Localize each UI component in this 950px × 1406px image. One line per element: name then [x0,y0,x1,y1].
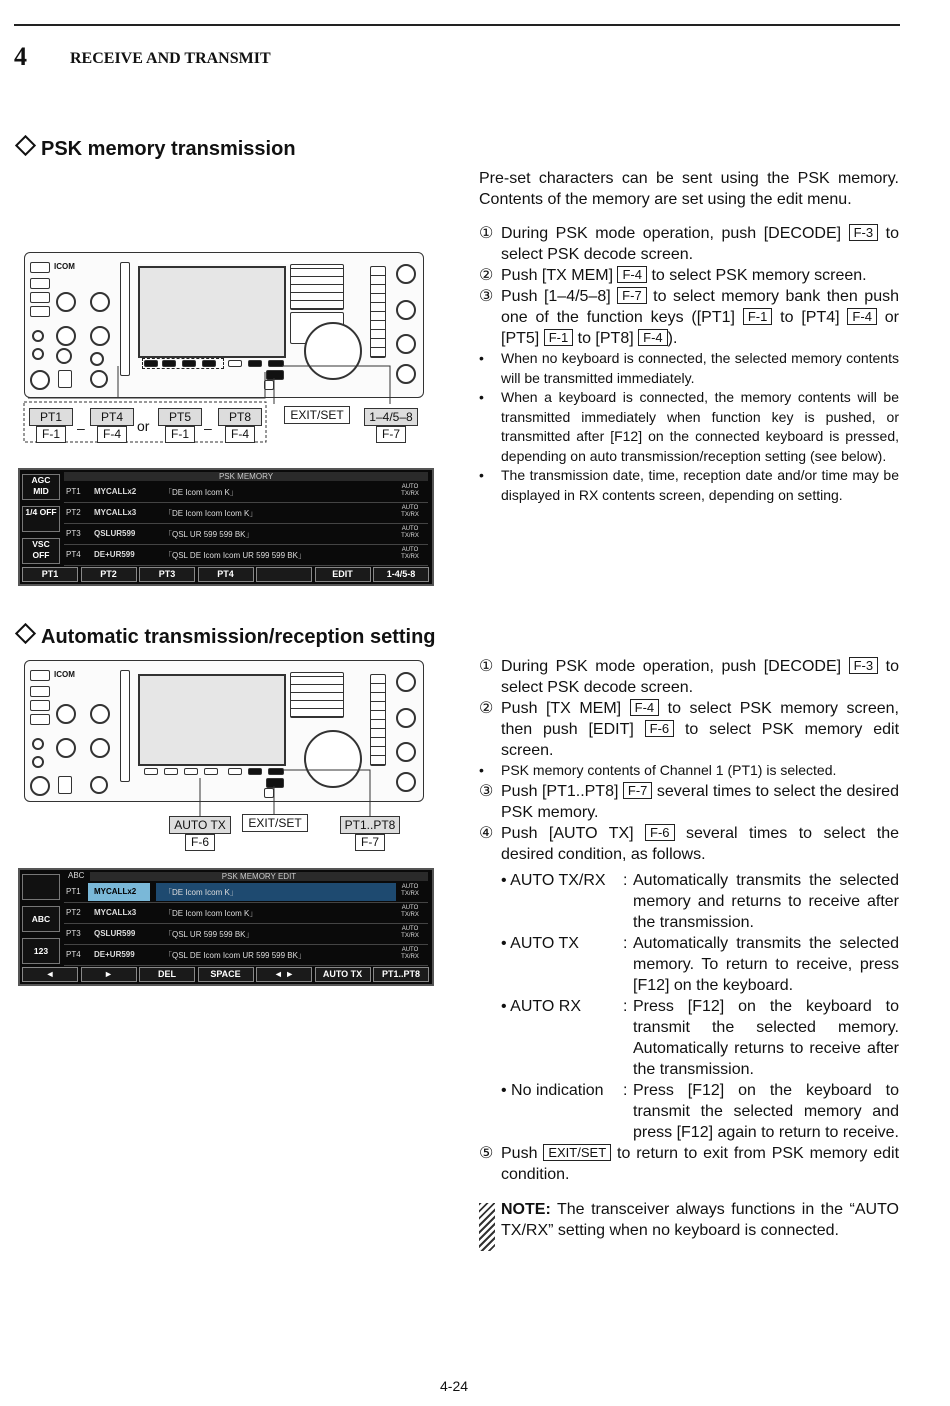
memory-text: 「QSL DE Icom Icom UR 599 599 BK」 [164,551,306,560]
memory-mode: AUTO TX/RX [401,526,419,539]
function-key-1[interactable]: ◄ [22,967,78,982]
option-auto-tx-rx: • AUTO TX/RX : Automatically transmits the selected memory and returns to receive after the transmission. [479,870,899,933]
label-f6: F-6 [185,834,215,851]
psk-memory-screen [18,468,434,586]
memory-channel: PT2 [66,508,81,517]
memory-name: MYCALLx3 [94,508,137,517]
memory-mode: AUTO TX/RX [401,926,419,939]
side-abc: ABC [22,906,60,932]
memory-text: 「DE Icom Icom K」 [164,488,238,497]
memory-row [64,545,428,566]
label-pt4: PT4 [90,408,134,426]
label-f7: F-7 [355,834,385,851]
label-bank: 1–4/5–8 [364,408,418,426]
memory-mode: AUTO TX/RX [401,884,419,897]
side-1-4: 1/4 OFF [22,506,60,532]
label-auto-tx: AUTO TX [169,816,231,834]
label-f1: F-1 [36,426,66,443]
option-auto-tx: • AUTO TX : Automatically transmits the selected memory. To return to receive, press [F12] on the keyboard. [479,933,899,996]
screen-title: PSK MEMORY EDIT [90,872,428,881]
memory-text: 「QSL UR 599 599 BK」 [164,930,254,939]
function-key-6[interactable]: AUTO TX [315,967,371,982]
s1-note2: • When a keyboard is connected, the memory contents will be transmitted immediately when function key is pushed, or transmitted after [F12] on the connected keyboard is pressed, depending on auto transmission/reception setting (see below). [479,388,899,466]
side-agc: AGC MID [22,474,60,500]
memory-channel: PT1 [66,487,81,496]
label-f4: F-4 [225,426,255,443]
memory-row [64,482,428,503]
or-text: or [137,418,150,434]
function-key-2[interactable]: ► [81,967,137,982]
memory-mode: AUTO TX/RX [401,505,419,518]
s1-note1: • When no keyboard is connected, the selected memory contents will be transmitted immediately. [479,349,899,388]
label-pt1: PT1 [29,408,73,426]
memory-row [64,924,428,945]
function-key-3[interactable]: PT3 [139,567,195,582]
memory-row [64,903,428,924]
s1-note3: • The transmission date, time, reception date and/or time may be displayed in RX contents screen, depending on setting. [479,466,899,505]
memory-channel: PT3 [66,929,81,938]
memory-name: DE+UR599 [94,950,135,959]
memory-text: 「QSL UR 599 599 BK」 [164,530,254,539]
side-123: 123 [22,938,60,964]
function-key-7[interactable]: PT1..PT8 [373,967,429,982]
section2-heading: Automatic transmission/reception setting [14,626,436,649]
function-key-7[interactable]: 1-4/5-8 [373,567,429,582]
s1-step3: ③ Push [1–4/5–8] F-7 to select memory bank then push one of the function keys ([PT1] F-1 to [PT4] F-4 or [PT5] F-1 to [PT8] F-4 ). [479,288,900,347]
memory-mode: AUTO TX/RX [401,905,419,918]
dash: – [77,420,85,436]
memory-channel: PT2 [66,908,81,917]
note-box: NOTE: The transceiver always functions in the “AUTO TX/RX” setting when no keyboard is connected. [479,1199,899,1241]
function-key-5[interactable]: ◄ ► [256,967,312,982]
s2-step1: ① During PSK mode operation, push [DECODE] F-3 to select PSK decode screen. [479,658,899,696]
brand-logo: ICOM [54,262,75,271]
function-key-2[interactable]: PT2 [81,567,137,582]
memory-text: 「DE Icom Icom Icom K」 [164,509,258,518]
memory-row [64,882,428,903]
memory-mode: AUTO TX/RX [401,947,419,960]
key-f4: F-4 [617,266,647,283]
chapter-number: 4 [14,42,27,71]
memory-name: MYCALLx2 [94,487,137,496]
s2-step4: ④ Push [AUTO TX] F-6 several times to select the desired condition, as follows. [479,824,899,863]
s1-step2: ② Push [TX MEM] F-4 to select PSK memory screen. [479,267,867,284]
memory-channel: PT4 [66,550,81,559]
label-pt5: PT5 [158,408,202,426]
diamond-icon [15,623,36,644]
label-pt8: PT8 [218,408,262,426]
brand-logo: ICOM [54,670,75,679]
memory-text: 「DE Icom Icom Icom K」 [164,909,258,918]
page-number: 4-24 [440,1378,469,1394]
s1-step1: ① During PSK mode operation, push [DECODE] F-3 to select PSK decode screen. [479,225,899,263]
memory-row [64,503,428,524]
psk-memory-edit-screen [18,868,434,986]
label-f7: F-7 [376,426,406,443]
memory-row [64,524,428,545]
memory-text: 「QSL DE Icom Icom UR 599 599 BK」 [164,951,306,960]
label-exit-set: EXIT/SET [284,406,350,424]
function-key-4[interactable]: PT4 [198,567,254,582]
memory-name: MYCALLx3 [94,908,137,917]
s2-step5: ⑤ Push EXIT/SET to return to exit from PSK memory edit condition. [479,1144,900,1183]
memory-channel: PT1 [66,887,81,896]
label-exit-set: EXIT/SET [242,814,308,832]
memory-row [64,945,428,966]
memory-name: DE+UR599 [94,550,135,559]
function-key-3[interactable]: DEL [139,967,195,982]
input-mode: ABC [68,871,85,880]
function-key-1[interactable]: PT1 [22,567,78,582]
note-hatch-icon [479,1203,495,1251]
s2-note1: • PSK memory contents of Channel 1 (PT1) is selected. [479,761,899,781]
option-auto-rx: • AUTO RX : Press [F12] on the keyboard to transmit the selected memory. Automatically returns to receive after the transmission. [479,996,899,1080]
label-f4: F-4 [97,426,127,443]
key-f3: F-3 [849,224,879,241]
section1-intro: Pre-set characters can be sent using the PSK memory. Contents of the memory are set using the edit menu. [479,170,899,208]
memory-channel: PT4 [66,950,81,959]
side-vsc: VSC OFF [22,538,60,564]
function-key-5[interactable] [256,567,312,582]
memory-name: QSLUR599 [94,929,136,938]
dash: – [204,420,212,436]
memory-mode: AUTO TX/RX [401,484,419,497]
label-pt1-pt8: PT1..PT8 [340,816,400,834]
option-no-indication: • No indication : Press [F12] on the keyboard to transmit the selected memory and press [F12] again to return to receive. [479,1080,899,1143]
side-blank [22,874,60,900]
section1-heading: PSK memory transmission [14,138,296,161]
chapter-title: RECEIVE AND TRANSMIT [70,50,271,67]
screen-title: PSK MEMORY [64,472,428,481]
memory-name: QSLUR599 [94,529,136,538]
memory-name: MYCALLx2 [94,887,137,896]
s2-step3: ③ Push [PT1..PT8] F-7 several times to select the desired PSK memory. [479,782,899,821]
function-key-4[interactable]: SPACE [198,967,254,982]
label-f1: F-1 [165,426,195,443]
memory-channel: PT3 [66,529,81,538]
function-key-6[interactable]: EDIT [315,567,371,582]
s2-step2: ② Push [TX MEM] F-4 to select PSK memory screen, then push [EDIT] F-6 to select PSK memory edit screen. [479,700,900,759]
memory-text: 「DE Icom Icom K」 [164,888,238,897]
memory-mode: AUTO TX/RX [401,547,419,560]
